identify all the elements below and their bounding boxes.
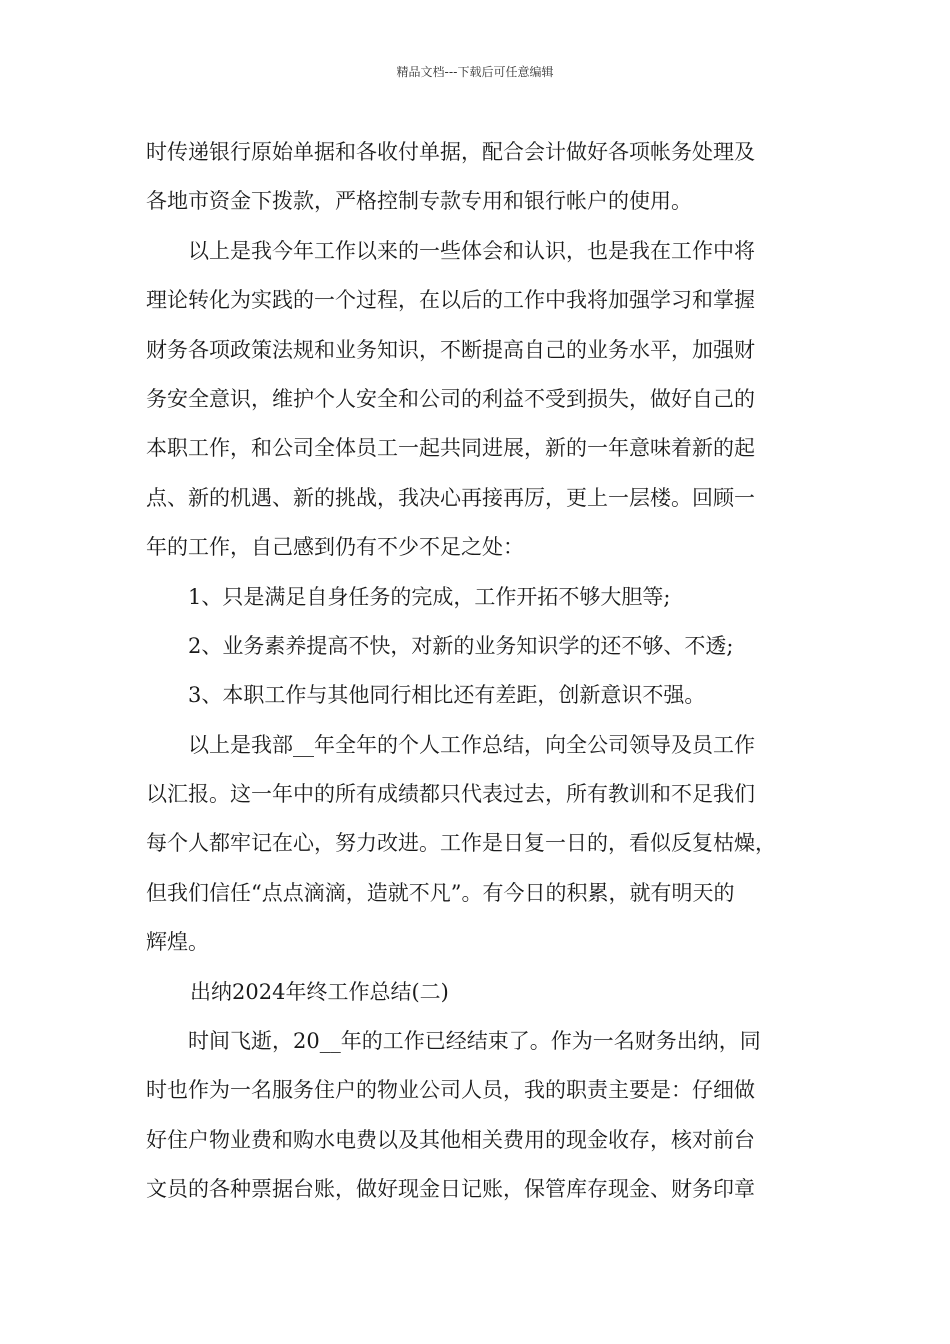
list-item: 2、业务素养提高不快，对新的业务知识学的还不够、不透; [188, 633, 734, 658]
text-line: 时间飞逝，20__年的工作已经结束了。作为一名财务出纳，同 [188, 1029, 761, 1054]
list-item: 3、本职工作与其他同行相比还有差距，创新意识不强。 [188, 683, 706, 708]
list-item: 1、只是满足自身任务的完成，工作开拓不够大胆等; [188, 584, 671, 609]
text-line: 本职工作，和公司全体员工一起共同进展，新的一年意味着新的起 [146, 436, 755, 461]
text-line: 每个人都牢记在心，努力改进。工作是日复一日的，看似反复枯燥， [146, 831, 776, 856]
text-line: 以汇报。这一年中的所有成绩都只代表过去，所有教训和不足我们 [146, 782, 755, 807]
text-line: 务安全意识，维护个人安全和公司的利益不受到损失，做好自己的 [146, 386, 755, 411]
text-line: 以上是我今年工作以来的一些体会和认识，也是我在工作中将 [188, 238, 755, 263]
document-body [146, 128, 806, 1215]
text-line: 文员的各种票据台账，做好现金日记账，保管库存现金、财务印章 [146, 1177, 755, 1202]
text-line: 时传递银行原始单据和各收付单据，配合会计做好各项帐务处理及 [146, 140, 755, 164]
text-line: 时也作为一名服务住户的物业公司人员，我的职责主要是：仔细做 [146, 1078, 755, 1103]
text-line: 各地市资金下拨款，严格控制专款专用和银行帐户的使用。 [146, 189, 692, 214]
text-line: 年的工作，自己感到仍有不少不足之处： [146, 535, 524, 560]
text-line: 财务各项政策法规和业务知识，不断提高自己的业务水平，加强财 [146, 337, 755, 362]
text-line: 以上是我部__年全年的个人工作总结，向全公司领导及员工作 [188, 732, 755, 757]
text-line: 好住户物业费和购水电费以及其他相关费用的现金收存，核对前台 [146, 1127, 755, 1152]
text-line: 但我们信任“点点滴滴，造就不凡”。有今日的积累，就有明天的 [146, 880, 735, 905]
text-line: 理论转化为实践的一个过程，在以后的工作中我将加强学习和掌握 [146, 288, 755, 313]
text-line: 点、新的机遇、新的挑战，我决心再接再厉，更上一层楼。回顾一 [146, 485, 755, 510]
text-line: 辉煌。 [146, 930, 209, 955]
page-header: 精品文档---下载后可任意编辑 [396, 65, 554, 79]
section-title: 出纳2024年终工作总结(二) [190, 979, 449, 1004]
